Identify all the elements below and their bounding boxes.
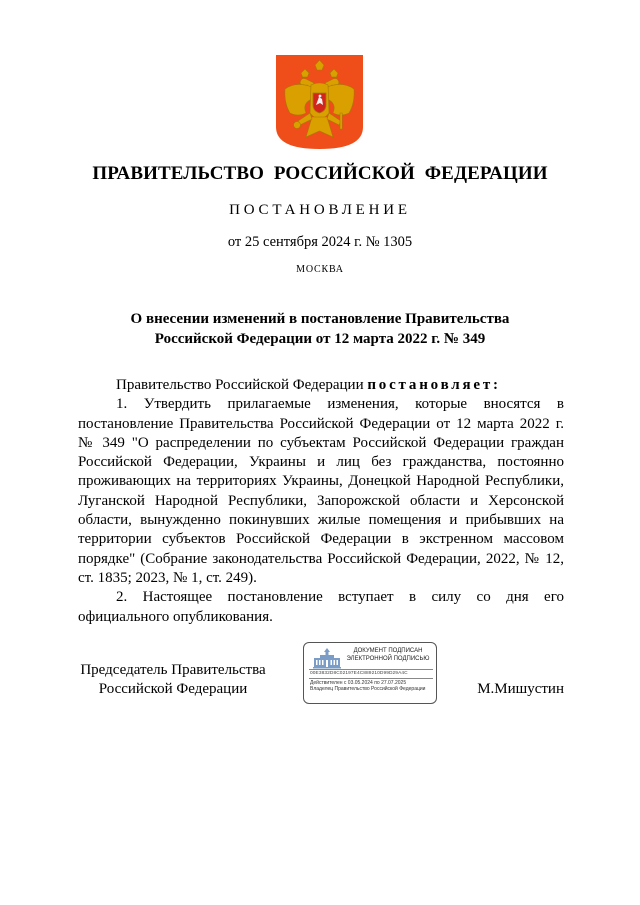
document-city: МОСКВА bbox=[296, 264, 344, 275]
certificate-serial: 00E3832D8C02197E4C889210D99D29A4C bbox=[310, 671, 408, 676]
electronic-signature-stamp bbox=[303, 642, 437, 704]
certificate-valid-dates: Действителен с 03.05.2024 по 27.07.2025 bbox=[310, 680, 407, 686]
stamp-title-line-2: ЭЛЕКТРОННОЙ ПОДПИСЬЮ bbox=[346, 655, 430, 662]
decree-paragraph-2: 2. Настоящее постановление вступает в силу со дня его официального опубликования. bbox=[78, 589, 564, 625]
signatory-position bbox=[78, 661, 268, 700]
document-date-number: от 25 сентября 2024 г. № 1305 bbox=[227, 234, 413, 250]
coat-of-arms-icon bbox=[276, 55, 363, 149]
decree-paragraph-1: 1. Утвердить прилагаемые изменения, которые вносятся в постановление Правительства Российской Федерации от 12 марта 2022 г. № 349 "О распределении по субъектам Российской Федерации граждан Российской Федерации, Украины и лиц без гражданства, постоянно проживающих на территориях Украины, Донецкой Народной Республики, Луганской Народной Республики, Запорожской области и Херсонской области, вынужденно покинувших жилые помещения и прибывших на территории субъектов Российской Федерации в экстренном массовом порядке" (Собрание законодательства Российской Федерации, 2022, № 12, ст. 1835; 2023, № 1, ст. 249). bbox=[78, 396, 564, 586]
certificate-validity bbox=[310, 680, 434, 692]
stamp-divider bbox=[309, 669, 433, 670]
certificate-owner: Владелец Правительство Российской Федерации bbox=[310, 686, 426, 692]
decree-title-line-2: Российской Федерации от 12 марта 2022 г. № 349 bbox=[154, 331, 486, 347]
signatory-position-line-2: Российской Федерации bbox=[98, 681, 248, 698]
signatory-name: М.Мишустин bbox=[477, 681, 564, 697]
document-type: ПОСТАНОВЛЕНИЕ bbox=[229, 202, 411, 218]
intro-verb: постановляет: bbox=[367, 377, 501, 393]
intro-text: Правительство Российской Федерации bbox=[116, 377, 368, 393]
government-title: ПРАВИТЕЛЬСТВО РОССИЙСКОЙ ФЕДЕРАЦИИ bbox=[92, 163, 548, 184]
decree-title-line-1: О внесении изменений в постановление Правительства bbox=[130, 311, 510, 327]
signatory-position-line-1: Председатель Правительства bbox=[80, 662, 266, 678]
stamp-divider bbox=[309, 678, 433, 679]
stamp-title-line-1: ДОКУМЕНТ ПОДПИСАН bbox=[353, 648, 423, 654]
decree-title bbox=[80, 309, 560, 349]
decree-body bbox=[78, 376, 564, 627]
decree-intro bbox=[78, 376, 564, 395]
stamp-title bbox=[344, 648, 432, 663]
government-building-icon bbox=[312, 647, 342, 669]
